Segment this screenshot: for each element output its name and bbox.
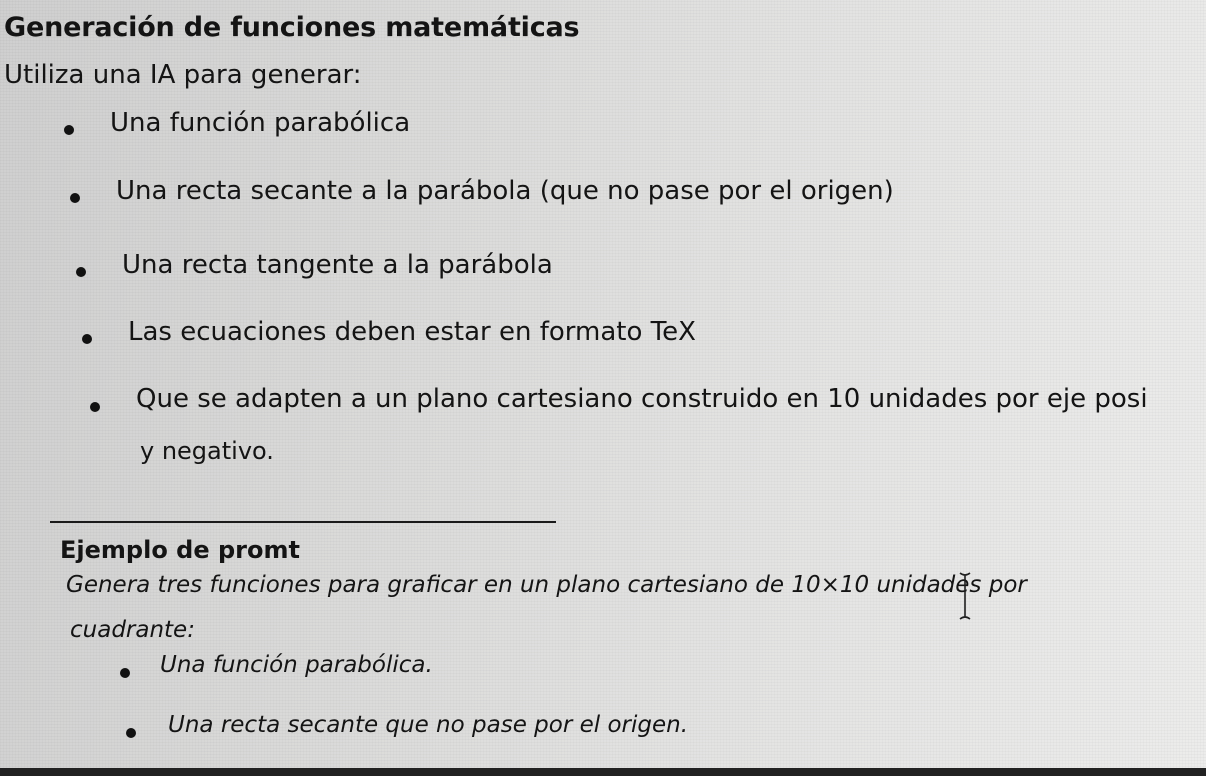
requirement-text: Que se adapten a un plano cartesiano construido en 10 unidades por eje posi (136, 384, 1148, 414)
bullet-icon (76, 267, 86, 277)
bullet-icon (90, 402, 100, 412)
bullet-icon (70, 193, 80, 203)
prompt-item-text: Una recta secante que no pase por el origen. (168, 712, 689, 738)
divider (50, 521, 556, 523)
bullet-icon (82, 334, 92, 344)
prompt-item-text: Una función parabólica. (160, 652, 433, 678)
bullet-icon (64, 125, 74, 135)
requirement-text: Las ecuaciones deben estar en formato TeX (128, 317, 696, 347)
document-title: Generación de funciones matemáticas (4, 12, 580, 43)
requirement-text: Una función parabólica (110, 108, 411, 138)
bullet-icon (120, 668, 130, 678)
example-heading: Ejemplo de promt (60, 536, 300, 564)
text-cursor-icon (958, 571, 972, 626)
requirement-continuation: y negativo. (140, 437, 274, 465)
requirement-text: Una recta secante a la parábola (que no pase por el origen) (116, 176, 894, 206)
screen-bezel (0, 768, 1206, 776)
intro-text: Utiliza una IA para generar: (4, 60, 362, 90)
bullet-icon (126, 728, 136, 738)
prompt-text-continuation: cuadrante: (70, 617, 195, 643)
prompt-text: Genera tres funciones para graficar en un plano cartesiano de 10×10 unidades por (66, 572, 1027, 598)
requirement-text: Una recta tangente a la parábola (122, 250, 553, 280)
